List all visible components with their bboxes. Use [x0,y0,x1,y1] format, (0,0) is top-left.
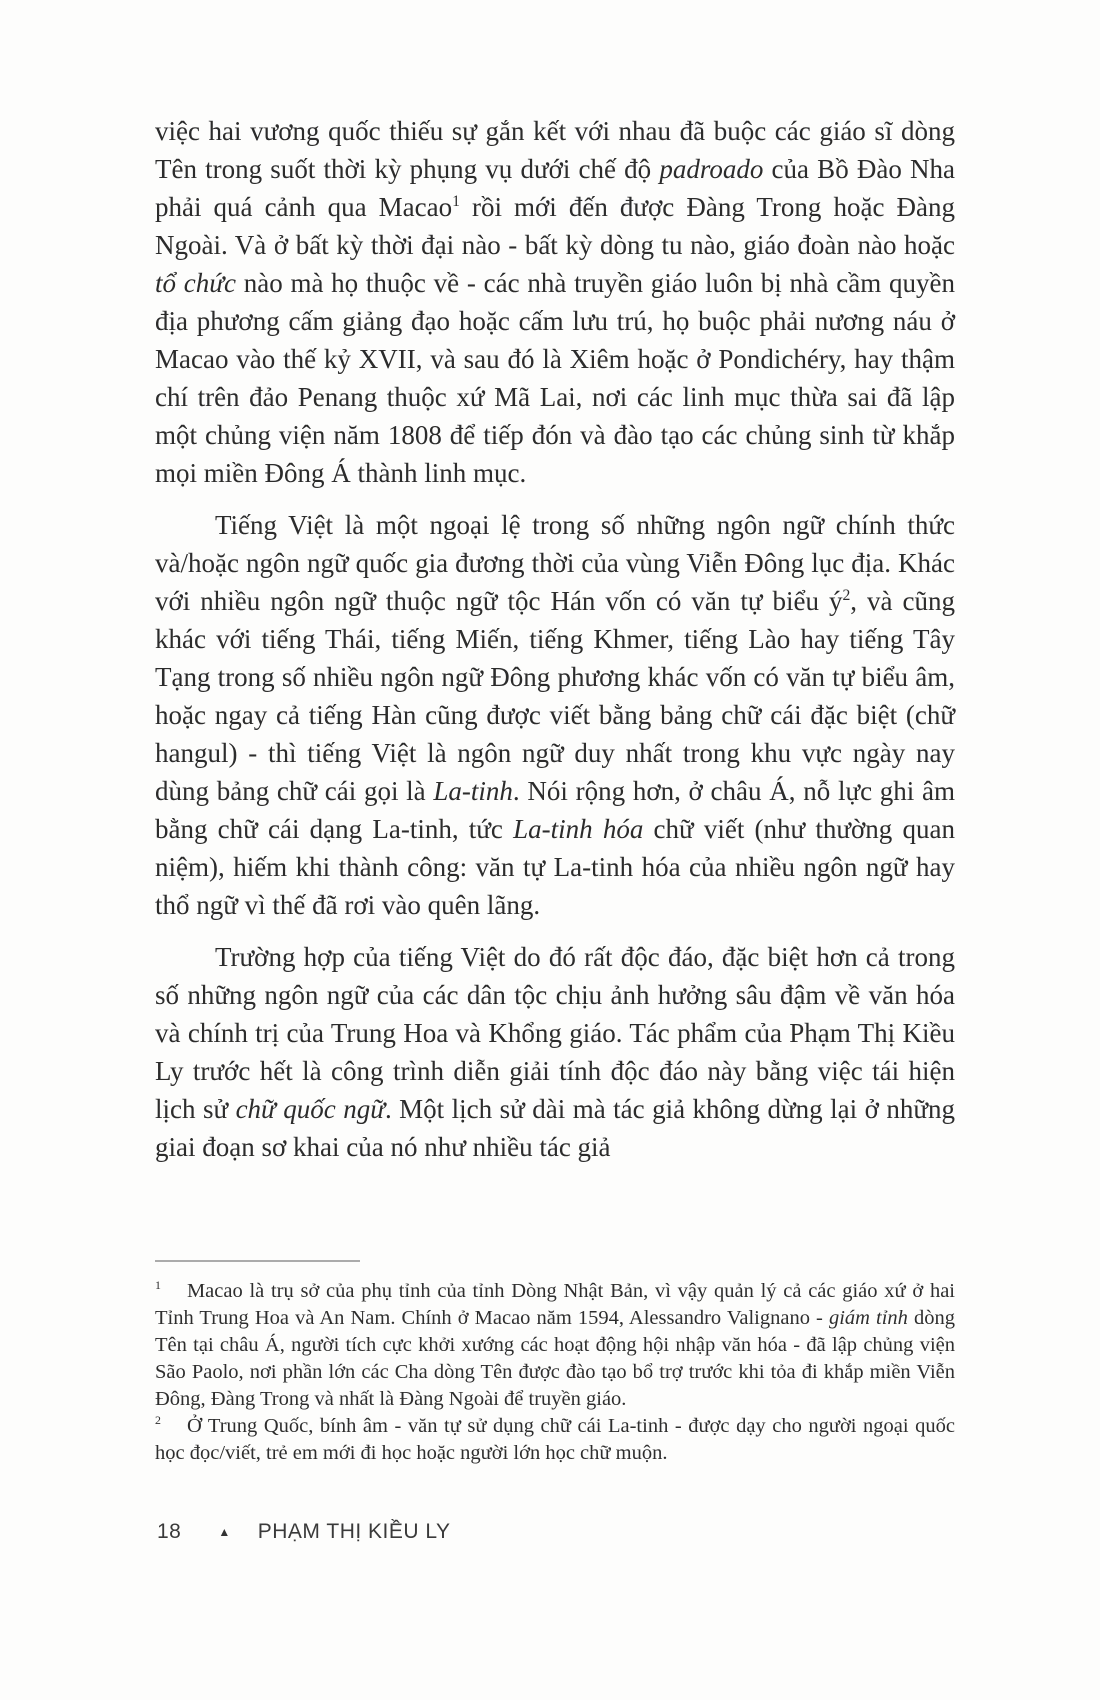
footnotes [155,1278,955,1467]
page-body [155,112,955,1166]
footnote-1: $^1$ Macao là trụ sở của phụ tỉnh của tỉnh Dòng Nhật Bản, vì vậy quản lý cả các giáo xứ ở hai Tỉnh Trung Hoa và An Nam. Chính ở Macao năm 1594, Alessandro Valignano - giám tỉnh dòng Tên tại châu Á, người tích cực khởi xướng các hoạt động hội nhập văn hóa - đã lập chủng viện São Paolo, nơi phần lớn các Cha dòng Tên được đào tạo bổ trợ trước khi tỏa đi khắp miền Viễn Đông, Đàng Trong và nhất là Đàng Ngoài để truyền giáo. [155,1278,955,1410]
paragraph-2: Tiếng Việt là một ngoại lệ trong số những ngôn ngữ chính thức và/hoặc ngôn ngữ quốc gia đương thời của vùng Viễn Đông lục địa. Khác với nhiều ngôn ngữ thuộc ngữ tộc Hán vốn có văn tự biểu $ý^2$, và cũng khác với tiếng Thái, tiếng Miến, tiếng Khmer, tiếng Lào hay tiếng Tây Tạng trong số nhiều ngôn ngữ Đông phương khác vốn có văn tự biểu âm, hoặc ngay cả tiếng Hàn cũng được viết bằng bảng chữ cái đặc biệt (chữ hangul) - thì tiếng Việt là ngôn ngữ duy nhất trong khu vực ngày nay dùng bảng chữ cái gọi là La-tinh. Nói rộng hơn, ở châu Á, nỗ lực ghi âm bằng chữ cái dạng La-tinh, tức La-tinh hóa chữ viết (như thường quan niệm), hiếm khi thành công: văn tự La-tinh hóa của nhiều ngôn ngữ hay thổ ngữ vì thế đã rơi vào quên lãng. [155,510,955,920]
triangle-icon: ▲ [218,1525,231,1539]
running-title: PHẠM THỊ KIỀU LY [257,1520,451,1543]
footnote-2-text: Ở Trung Quốc, bính âm - văn tự sử dụng chữ cái La-tinh - được dạy cho người ngoại quốc học đọc/viết, trẻ em mới đi học hoặc người lớn học chữ muộn. [155,1415,955,1464]
paragraph-3: Trường hợp của tiếng Việt do đó rất độc đáo, đặc biệt hơn cả trong số những ngôn ngữ của các dân tộc chịu ảnh hưởng sâu đậm về văn hóa và chính trị của Trung Hoa và Khổng giáo. Tác phẩm của Phạm Thị Kiều Ly trước hết là công trình diễn giải tính độc đáo này bằng việc tái hiện lịch sử chữ quốc ngữ. Một lịch sử dài mà tác giả không dừng lại ở những giai đoạn sơ khai của nó như nhiều tác giả [155,942,955,1162]
paragraph-1: việc hai vương quốc thiếu sự gắn kết với nhau đã buộc các giáo sĩ dòng Tên trong suốt thời kỳ phụng vụ dưới chế độ padroado của Bồ Đào Nha phải quá cảnh qua Macao$^1$ rồi mới đến được Đàng Trong hoặc Đàng Ngoài. Và ở bất kỳ thời đại nào - bất kỳ dòng tu nào, giáo đoàn nào hoặc tổ chức nào mà họ thuộc về - các nhà truyền giáo luôn bị nhà cầm quyền địa phương cấm giảng đạo hoặc cấm lưu trú, họ buộc phải nương náu ở Macao vào thế kỷ XVII, và sau đó là Xiêm hoặc ở Pondichéry, hay thậm chí trên đảo Penang thuộc xứ Mã Lai, nơi các linh mục thừa sai đã lập một chủng viện năm 1808 để tiếp đón và đào tạo các chủng sinh từ khắp mọi miền Đông Á thành linh mục. [155,116,955,488]
footnote-2: $^2$ Ở Trung Quốc, bính âm - văn tự sử dụng chữ cái La-tinh - được dạy cho người ngoại quốc học đọc/viết, trẻ em mới đi học hoặc người lớn học chữ muộn. [155,1413,955,1464]
footnote-1-text: Macao là trụ sở của phụ tỉnh của tỉnh Dòng Nhật Bản, vì vậy quản lý cả các giáo xứ ở hai Tỉnh Trung Hoa và An Nam. Chính ở Macao năm 1594, Alessandro Valignano - giám tỉnh dòng Tên tại châu Á, người tích cực khởi xướng các hoạt động hội nhập văn hóa - đã lập chủng viện São Paolo, nơi phần lớn các Cha dòng Tên được đào tạo bổ trợ trước khi tỏa đi khắp miền Viễn Đông, Đàng Trong và nhất là Đàng Ngoài để truyền giáo. [155,1280,955,1410]
page-number: 18 [157,1520,182,1543]
page-footer [157,1520,451,1544]
footnote-separator [155,1260,360,1262]
footnote-area [155,1260,955,1467]
